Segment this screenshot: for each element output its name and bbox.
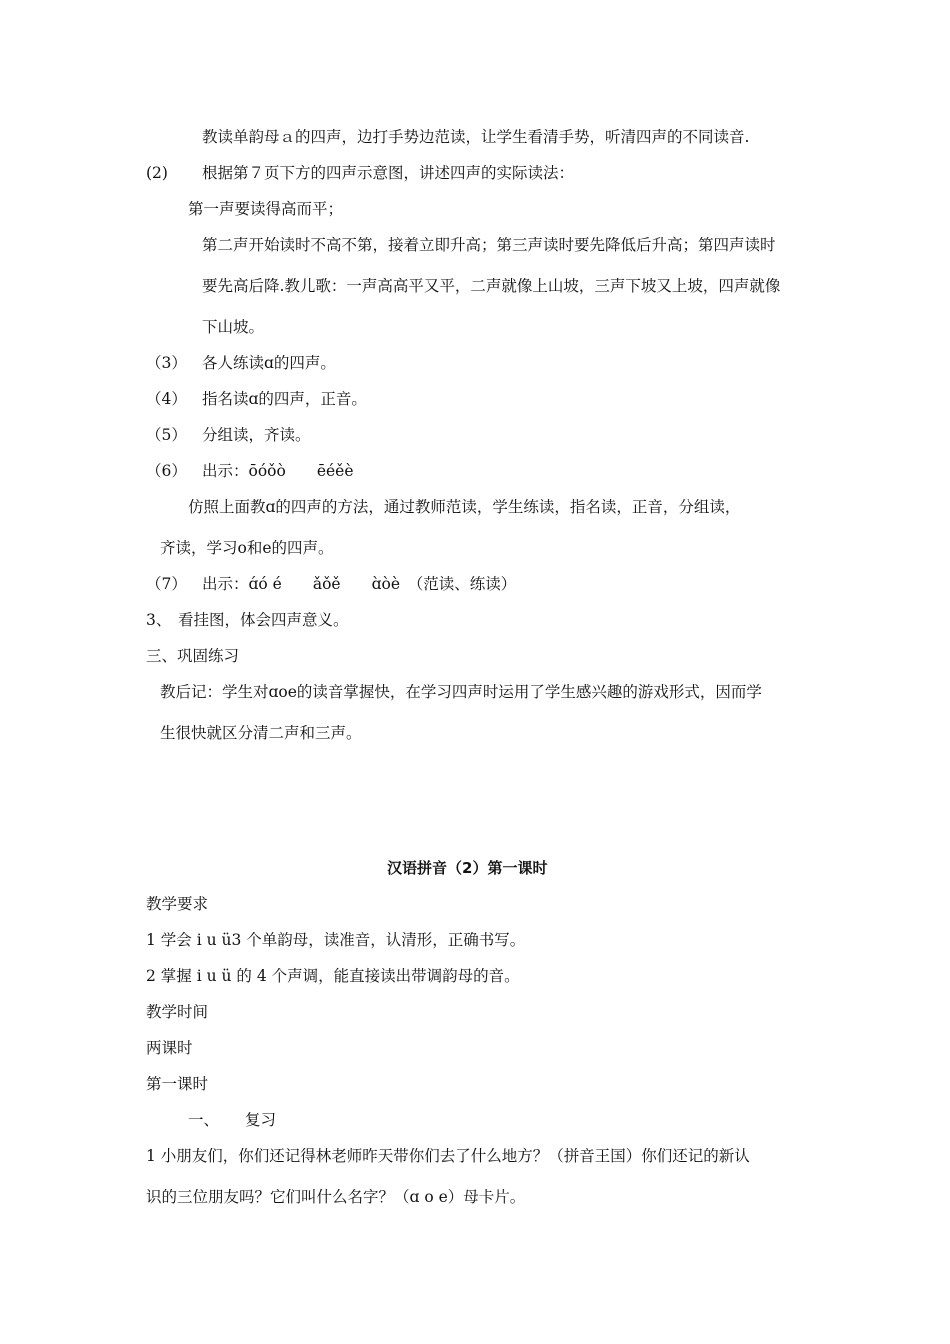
section-heading: 教学要求: [146, 895, 209, 913]
paragraph-line: 第一声要读得高而平；: [188, 200, 344, 218]
paragraph-line: 1 小朋友们，你们还记得林老师昨天带你们去了什么地方？（拼音王国）你们还记的新认: [146, 1147, 750, 1165]
paragraph-line: 1 学会 i u ü3 个单韵母，读准音，认清形，正确书写。: [146, 931, 526, 949]
paragraph-line: 2 掌握 i u ü 的 4 个声调，能直接读出带调韵母的音。: [146, 967, 520, 985]
paragraph-line: 看挂图，体会四声意义。: [178, 611, 349, 629]
paragraph-line: 要先高后降.教儿歌：一声高高平又平，二声就像上山坡，三声下坡又上坡，四声就像: [202, 277, 781, 295]
list-number: （6）: [146, 462, 187, 480]
paragraph-line: 根据第７页下方的四声示意图，讲述四声的实际读法：: [202, 164, 575, 182]
paragraph-line: 齐读，学习o和e的四声。: [160, 539, 334, 557]
paragraph-line: 分组读，齐读。: [202, 426, 311, 444]
section-heading: 第一课时: [146, 1075, 209, 1093]
paragraph-line: 仿照上面教ɑ的四声的方法，通过教师范读，学生练读，指名读，正音，分组读，: [188, 498, 741, 516]
paragraph-line: 指名读ɑ的四声，正音。: [202, 390, 367, 408]
paragraph-line: 教读单韵母ａ的四声，边打手势边范读，让学生看清手势，听清四声的不同读音.: [202, 128, 750, 146]
paragraph-line: 识的三位朋友吗？它们叫什么名字？（ɑ o e）母卡片。: [146, 1188, 526, 1206]
section-heading: 三、巩固练习: [146, 647, 240, 665]
lesson-title: 汉语拼音（2）第一课时: [387, 859, 548, 877]
paragraph-line: 下山坡。: [202, 318, 265, 336]
paragraph-line: 出示：ōóǒò ēéěè: [202, 462, 354, 480]
list-number: 3、: [146, 611, 172, 629]
paragraph-line: 第二声开始读时不高不第，接着立即升高；第三声读时要先降低后升高；第四声读时: [202, 236, 776, 254]
section-heading: 复习: [245, 1111, 277, 1129]
list-number: （7）: [146, 575, 187, 593]
paragraph-line: 出示：ɑ́ó é ǎǒě ɑ̀òè （范读、练读）: [202, 575, 517, 593]
paragraph-line: 两课时: [146, 1039, 193, 1057]
paragraph-line: 生很快就区分清二声和三声。: [160, 724, 362, 742]
paragraph-line: 各人练读ɑ的四声。: [202, 354, 336, 372]
list-number: （4）: [146, 390, 187, 408]
list-number: （5）: [146, 426, 187, 444]
list-number: 一、: [188, 1111, 220, 1129]
list-number: (2): [146, 164, 168, 182]
section-heading: 教学时间: [146, 1003, 209, 1021]
paragraph-line: 教后记：学生对ɑoe的读音掌握快，在学习四声时运用了学生感兴趣的游戏形式，因而学: [160, 683, 762, 701]
list-number: （3）: [146, 354, 187, 372]
